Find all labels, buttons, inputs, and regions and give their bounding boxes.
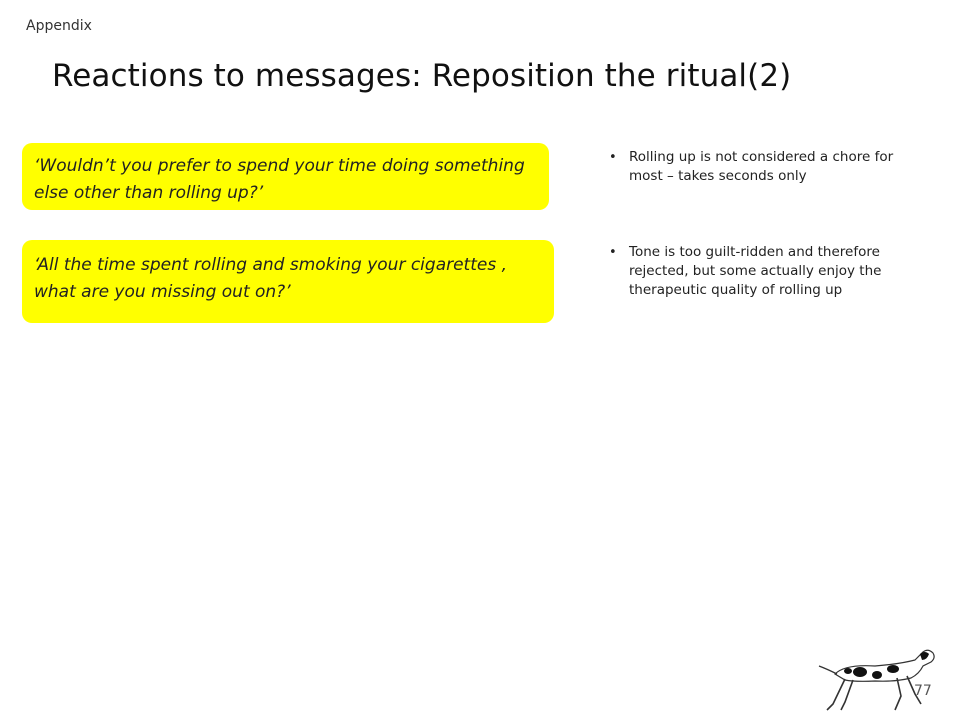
pointer-dog-icon — [815, 644, 940, 714]
quote-box-1: ‘Wouldn’t you prefer to spend your time doing something else other than rolling up?’ — [22, 143, 549, 210]
reaction-bullet-2: • Tone is too guilt-ridden and therefore rejected, but some actually enjoy the therapeutic quality of rolling up — [609, 243, 919, 300]
reaction-bullet-1: • Rolling up is not considered a chore for most – takes seconds only — [609, 148, 919, 186]
page-number: 77 — [914, 683, 932, 699]
reaction-bullet-list — [609, 148, 919, 300]
section-label: Appendix — [26, 18, 92, 34]
slide-title: Reactions to messages: Reposition the ritual(2) — [52, 58, 792, 94]
quote-box-2: ‘All the time spent rolling and smoking your cigarettes , what are you missing out on?’ — [22, 240, 554, 323]
